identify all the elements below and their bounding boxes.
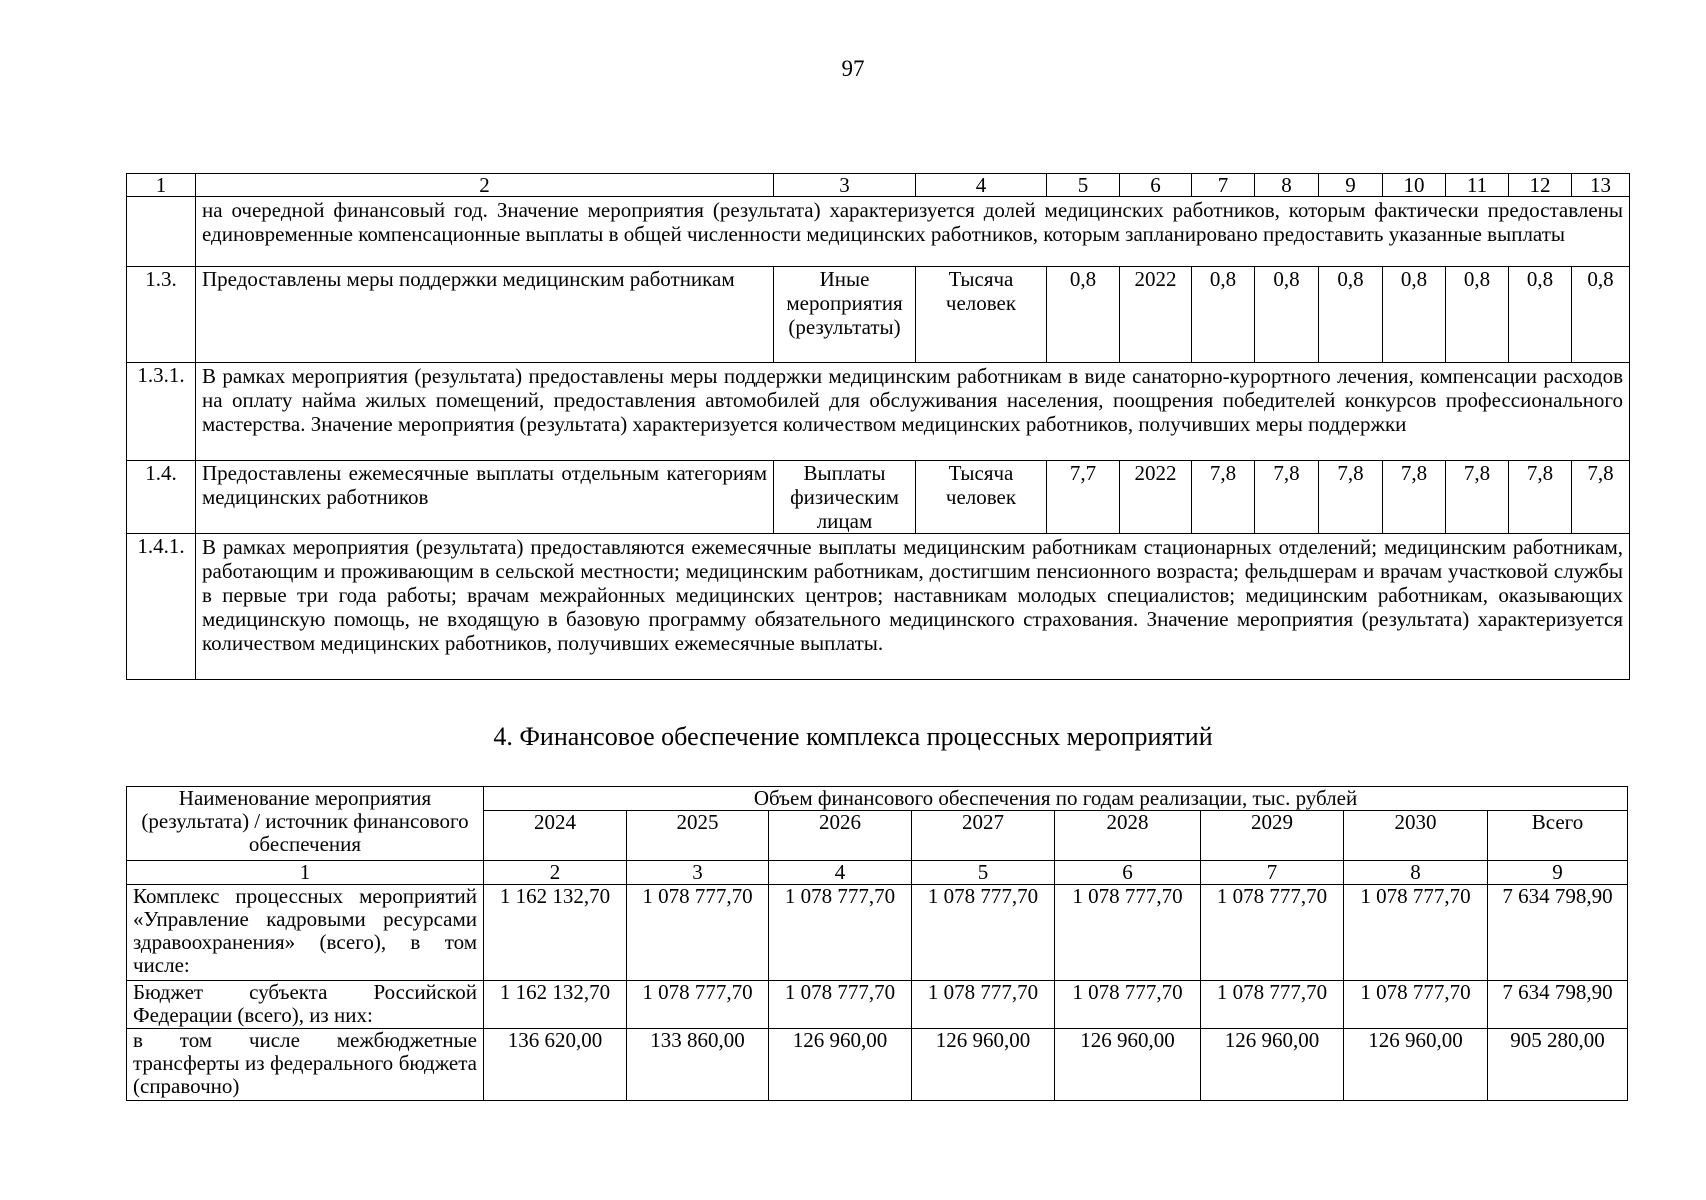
column-index: 4 (769, 861, 912, 885)
result-row (127, 267, 1630, 363)
row-number: 1.4. (127, 461, 196, 534)
base-value: 7,7 (1047, 461, 1120, 534)
group-header-row (127, 787, 1628, 811)
amount-cell: 1 078 777,70 (769, 981, 912, 1029)
amount-cell: 136 620,00 (484, 1029, 627, 1101)
row-number: 1.3.1. (127, 363, 196, 461)
year-value: 0,8 (1509, 267, 1572, 363)
amount-cell: 1 078 777,70 (1055, 885, 1201, 981)
year-value: 7,8 (1192, 461, 1255, 534)
amount-cell: 1 078 777,70 (1201, 885, 1344, 981)
result-type: Иные мероприятия (результаты) (774, 267, 916, 363)
amount-cell: 1 078 777,70 (769, 885, 912, 981)
year-value: 0,8 (1319, 267, 1383, 363)
year-header: 2026 (769, 811, 912, 861)
financing-item-name: в том числе межбюджетные трансферты из федерального бюджета (справочно) (127, 1029, 484, 1101)
empty-cell (127, 197, 196, 267)
year-value: 7,8 (1383, 461, 1446, 534)
amount-cell: 1 078 777,70 (1055, 981, 1201, 1029)
amount-cell: 1 078 777,70 (912, 981, 1055, 1029)
result-description: В рамках мероприятия (результата) предоставлены меры поддержки медицинским работникам в виде санаторно-курортного лечения, компенсации расходов на оплату найма жилых помещений, предоставления автомобилей для обслуживания населения, поощрения победителей конкурсов профессионального мастерства. Значение мероприятия (результата) характеризуется количеством медицинских работников, получивших меры поддержки (196, 363, 1630, 461)
column-index: 3 (774, 174, 916, 197)
amount-cell: 126 960,00 (1344, 1029, 1488, 1101)
year-header: 2024 (484, 811, 627, 861)
column-index-row (127, 861, 1628, 885)
total-cell: 7 634 798,90 (1488, 981, 1628, 1029)
row-number: 1.3. (127, 267, 196, 363)
column-index: 1 (127, 174, 196, 197)
result-row (127, 461, 1630, 534)
result-name: Предоставлены ежемесячные выплаты отдельным категориям медицинских работников (196, 461, 774, 534)
column-index: 13 (1572, 174, 1630, 197)
column-index-row (127, 174, 1630, 197)
year-value: 7,8 (1255, 461, 1319, 534)
column-index: 5 (912, 861, 1055, 885)
financing-row (127, 1029, 1628, 1101)
year-header: 2029 (1201, 811, 1344, 861)
year-header: 2027 (912, 811, 1055, 861)
result-description: В рамках мероприятия (результата) предоставляются ежемесячные выплаты медицинским работникам стационарных отделений; медицинским работникам, работающим и проживающим в сельской местности; медицинским работникам, достигшим пенсионного возраста; фельдшерам и врачам участковой службы в первые три года работы; врачам межрайонных медицинских центров; наставникам молодых специалистов; медицинским работникам, оказывающих медицинскую помощь, не входящую в базовую программу обязательного медицинского страхования. Значение мероприятия (результата) характеризуется количеством медицинских работников, получивших ежемесячные выплаты. (196, 534, 1630, 680)
base-year: 2022 (1120, 267, 1192, 363)
column-index: 12 (1509, 174, 1572, 197)
column-index: 6 (1055, 861, 1201, 885)
base-year: 2022 (1120, 461, 1192, 534)
amount-cell: 126 960,00 (1055, 1029, 1201, 1101)
year-value: 7,8 (1572, 461, 1630, 534)
amount-cell: 126 960,00 (912, 1029, 1055, 1101)
result-name: Предоставлены меры поддержки медицинским работникам (196, 267, 774, 363)
amount-cell: 126 960,00 (1201, 1029, 1344, 1101)
volume-group-header: Объем финансового обеспечения по годам реализации, тыс. рублей (484, 787, 1628, 811)
column-index: 11 (1446, 174, 1509, 197)
total-header: Всего (1488, 811, 1628, 861)
base-value: 0,8 (1047, 267, 1120, 363)
column-index: 7 (1192, 174, 1255, 197)
amount-cell: 1 078 777,70 (1344, 885, 1488, 981)
amount-cell: 1 078 777,70 (627, 885, 769, 981)
result-type: Выплаты физическим лицам (774, 461, 916, 534)
total-cell: 7 634 798,90 (1488, 885, 1628, 981)
continuation-text: на очередной финансовый год. Значение мероприятия (результата) характеризуется долей медицинских работников, которым фактически предоставлены единовременные компенсационные выплаты в общей численности медицинских работников, которым запланировано предоставить указанные выплаты (196, 197, 1630, 267)
financing-item-name: Бюджет субъекта Российской Федерации (всего), из них: (127, 981, 484, 1029)
amount-cell: 126 960,00 (769, 1029, 912, 1101)
amount-cell: 1 078 777,70 (1344, 981, 1488, 1029)
column-index: 7 (1201, 861, 1344, 885)
amount-cell: 133 860,00 (627, 1029, 769, 1101)
name-column-header: Наименование мероприятия (результата) / источник финансового обеспечения (127, 787, 484, 861)
financing-row (127, 981, 1628, 1029)
year-value: 7,8 (1319, 461, 1383, 534)
amount-cell: 1 162 132,70 (484, 885, 627, 981)
column-index: 3 (627, 861, 769, 885)
column-index: 10 (1383, 174, 1446, 197)
column-index: 8 (1344, 861, 1488, 885)
year-header: 2028 (1055, 811, 1201, 861)
column-index: 1 (127, 861, 484, 885)
year-value: 0,8 (1255, 267, 1319, 363)
section-title: 4. Финансовое обеспечение комплекса процессных мероприятий (493, 722, 1213, 751)
unit: Тысяча человек (916, 267, 1047, 363)
year-value: 0,8 (1572, 267, 1630, 363)
column-index: 6 (1120, 174, 1192, 197)
column-index: 4 (916, 174, 1047, 197)
column-index: 5 (1047, 174, 1120, 197)
results-table (126, 173, 1630, 680)
amount-cell: 1 162 132,70 (484, 981, 627, 1029)
year-value: 0,8 (1192, 267, 1255, 363)
financing-item-name: Комплекс процессных мероприятий «Управление кадровыми ресурсами здравоохранения» (всего), в том числе: (127, 885, 484, 981)
year-value: 7,8 (1446, 461, 1509, 534)
amount-cell: 1 078 777,70 (912, 885, 1055, 981)
column-index: 2 (196, 174, 774, 197)
financing-table (126, 786, 1628, 1101)
continuation-row (127, 197, 1630, 267)
year-value: 0,8 (1446, 267, 1509, 363)
year-value: 7,8 (1509, 461, 1572, 534)
amount-cell: 1 078 777,70 (1201, 981, 1344, 1029)
column-index: 9 (1319, 174, 1383, 197)
row-number: 1.4.1. (127, 534, 196, 680)
page-number: 97 (841, 56, 865, 81)
column-index: 9 (1488, 861, 1628, 885)
year-header: 2030 (1344, 811, 1488, 861)
amount-cell: 1 078 777,70 (627, 981, 769, 1029)
financing-row (127, 885, 1628, 981)
year-value: 0,8 (1383, 267, 1446, 363)
description-row (127, 534, 1630, 680)
description-row (127, 363, 1630, 461)
unit: Тысяча человек (916, 461, 1047, 534)
column-index: 8 (1255, 174, 1319, 197)
year-header: 2025 (627, 811, 769, 861)
column-index: 2 (484, 861, 627, 885)
total-cell: 905 280,00 (1488, 1029, 1628, 1101)
